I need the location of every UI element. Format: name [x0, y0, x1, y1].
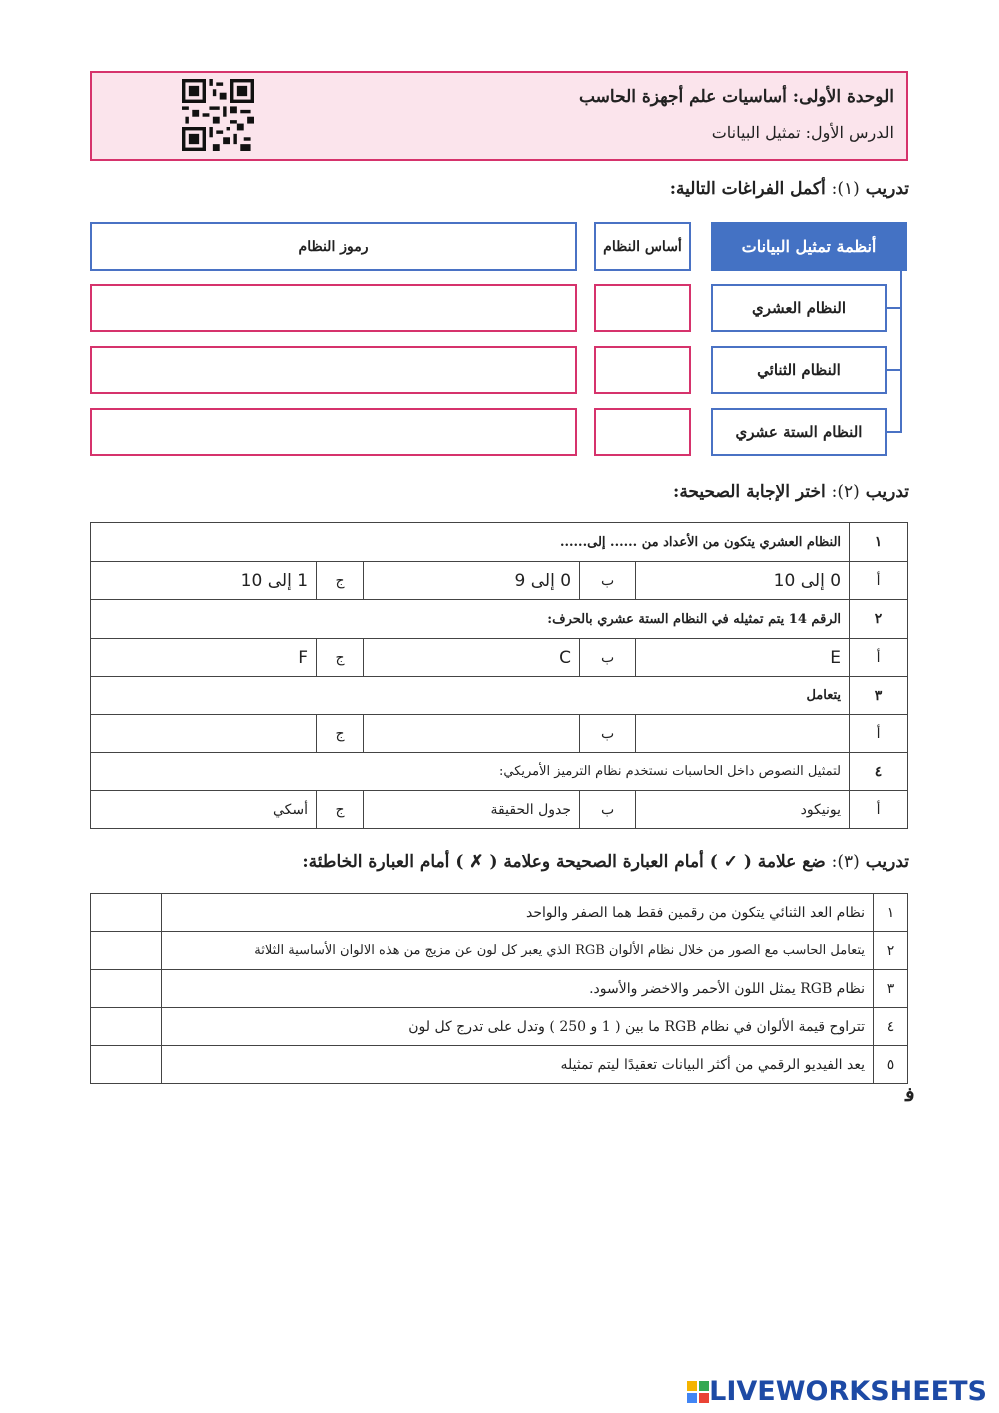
question-row — [91, 753, 908, 791]
question-number: ٤ — [850, 753, 908, 791]
statement-number: ١ — [874, 894, 908, 932]
option-label: ب — [580, 715, 636, 753]
statement-row — [91, 894, 908, 932]
col-base-header: أساس النظام — [594, 222, 691, 271]
symbols-input-binary[interactable] — [90, 346, 577, 394]
connector-branch — [886, 369, 902, 371]
statement-row — [91, 1008, 908, 1046]
ex1-title: تدريب (١): أكمل الفراغات التالية: — [669, 179, 909, 199]
option-b[interactable]: 0 إلى 9 — [364, 562, 580, 600]
question-number: ١ — [850, 523, 908, 562]
statement-text: نظام RGB يمثل اللون الأحمر والاخضر والأسود. — [162, 970, 874, 1008]
liveworksheets-text: LIVEWORKSHEETS — [709, 1376, 987, 1407]
option-c[interactable]: أسكي — [91, 791, 317, 829]
option-a[interactable]: يونيكود — [636, 791, 850, 829]
option-a[interactable] — [636, 715, 850, 753]
answer-cell[interactable] — [91, 932, 162, 970]
option-a[interactable]: E — [636, 639, 850, 677]
base-input-decimal[interactable] — [594, 284, 691, 332]
answer-cell[interactable] — [91, 1046, 162, 1084]
stray-char: ﻓ — [905, 1082, 915, 1106]
liveworksheets-icon — [687, 1381, 709, 1403]
statement-text: يتعامل الحاسب مع الصور من خلال نظام الألوان RGB الذي يعبر كل لون عن مزيج من هذه الالوان الأساسية الثلاثة — [162, 932, 874, 970]
option-label: ج — [317, 562, 364, 600]
connector-branch — [886, 431, 902, 433]
option-label: أ — [850, 791, 908, 829]
symbols-input-decimal[interactable] — [90, 284, 577, 332]
question-row — [91, 600, 908, 639]
connector-line — [900, 271, 902, 433]
system-binary: النظام الثنائي — [711, 346, 887, 394]
option-b[interactable]: C — [364, 639, 580, 677]
base-input-hex[interactable] — [594, 408, 691, 456]
answer-cell[interactable] — [91, 970, 162, 1008]
option-label: ج — [317, 715, 364, 753]
statement-row — [91, 1046, 908, 1084]
option-label: أ — [850, 715, 908, 753]
statement-number: ٤ — [874, 1008, 908, 1046]
ex2-title: تدريب (٢): اختر الإجابة الصحيحة: — [673, 482, 909, 502]
ex2-table — [90, 522, 908, 829]
option-b[interactable]: جدول الحقيقة — [364, 791, 580, 829]
question-row — [91, 677, 908, 715]
options-row — [91, 639, 908, 677]
connector-branch — [886, 307, 902, 309]
symbols-input-hex[interactable] — [90, 408, 577, 456]
statement-text: تتراوح قيمة الألوان في نظام RGB ما بين ( 1 و 250 ) وتدل على تدرج كل لون — [162, 1008, 874, 1046]
col-symbols-header: رموز النظام — [90, 222, 577, 271]
option-c[interactable] — [91, 715, 317, 753]
statement-row — [91, 932, 908, 970]
question-row — [91, 523, 908, 562]
question-text: الرقم 14 يتم تمثيله في النظام الستة عشري بالحرف: — [91, 600, 850, 639]
question-text: النظام العشري يتكون من الأعداد من ...... إلى...... — [91, 523, 850, 562]
option-b[interactable] — [364, 715, 580, 753]
option-label: أ — [850, 562, 908, 600]
answer-cell[interactable] — [91, 1008, 162, 1046]
statement-number: ٢ — [874, 932, 908, 970]
base-input-binary[interactable] — [594, 346, 691, 394]
system-hex: النظام الستة عشري — [711, 408, 887, 456]
option-a[interactable]: 0 إلى 10 — [636, 562, 850, 600]
statement-text: يعد الفيديو الرقمي من أكثر البيانات تعقيدًا ليتم تمثيله — [162, 1046, 874, 1084]
option-label: ج — [317, 639, 364, 677]
options-row — [91, 791, 908, 829]
option-label: ب — [580, 791, 636, 829]
liveworksheets-logo — [687, 1376, 987, 1407]
systems-main-label: أنظمة تمثيل البيانات — [711, 222, 907, 271]
statement-text: نظام العد الثنائي يتكون من رقمين فقط هما الصفر والواحد — [162, 894, 874, 932]
option-label: ج — [317, 791, 364, 829]
option-label: ب — [580, 639, 636, 677]
header-box — [90, 71, 908, 161]
question-text: يتعامل — [91, 677, 850, 715]
option-c[interactable]: F — [91, 639, 317, 677]
statement-number: ٥ — [874, 1046, 908, 1084]
option-label: ب — [580, 562, 636, 600]
question-text: لتمثيل النصوص داخل الحاسبات نستخدم نظام الترميز الأمريكي: — [91, 753, 850, 791]
options-row — [91, 715, 908, 753]
system-decimal: النظام العشري — [711, 284, 887, 332]
statement-number: ٣ — [874, 970, 908, 1008]
answer-cell[interactable] — [91, 894, 162, 932]
option-label: أ — [850, 639, 908, 677]
ex3-table — [90, 893, 908, 1084]
unit-title: الوحدة الأولى: أساسيات علم أجهزة الحاسب — [578, 87, 894, 107]
options-row — [91, 562, 908, 600]
option-c[interactable]: 1 إلى 10 — [91, 562, 317, 600]
qr-code-icon — [182, 79, 254, 151]
statement-row — [91, 970, 908, 1008]
lesson-title: الدرس الأول: تمثيل البيانات — [711, 123, 894, 142]
question-number: ٣ — [850, 677, 908, 715]
question-number: ٢ — [850, 600, 908, 639]
ex3-title: تدريب (٣): ضع علامة ( ✓ ) أمام العبارة الصحيحة وعلامة ( ✗ ) أمام العبارة الخاطئة: — [302, 852, 909, 872]
